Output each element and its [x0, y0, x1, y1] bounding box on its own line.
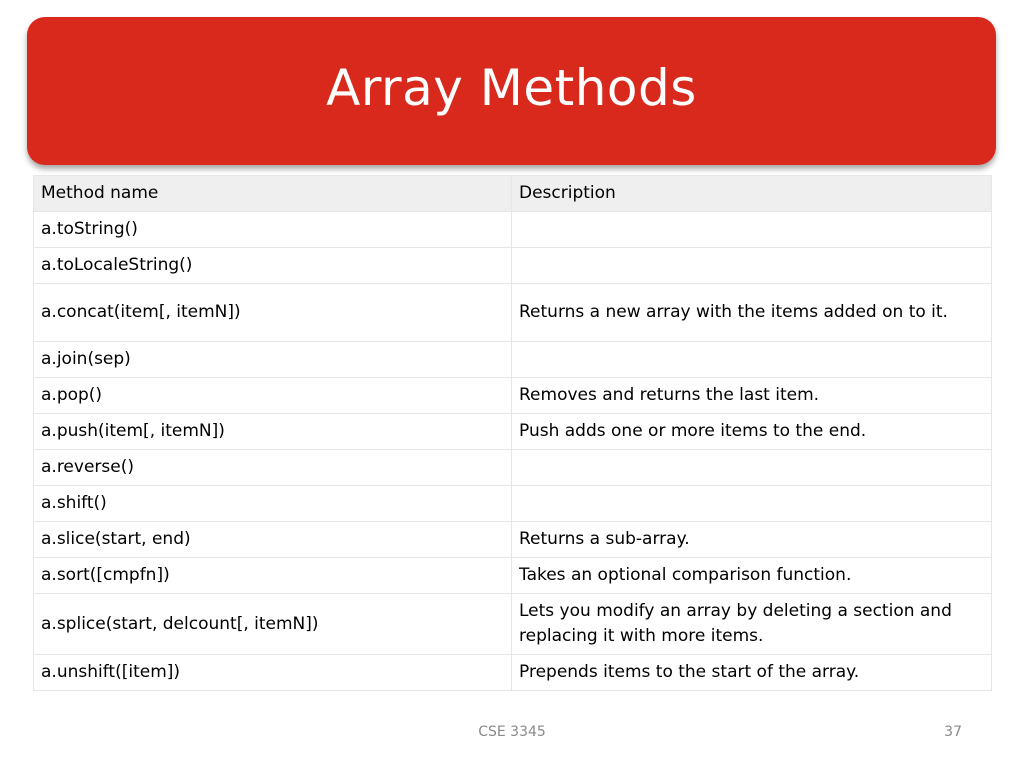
method-cell: a.sort([cmpfn])	[34, 558, 512, 594]
method-cell: a.toString()	[34, 212, 512, 248]
method-cell: a.reverse()	[34, 450, 512, 486]
table-row	[34, 450, 992, 486]
description-cell: Prepends items to the start of the array.	[512, 655, 992, 691]
array-methods-table	[33, 175, 992, 691]
header-description: Description	[512, 176, 992, 212]
table-row	[34, 212, 992, 248]
table-row	[34, 522, 992, 558]
method-cell: a.push(item[, itemN])	[34, 414, 512, 450]
description-cell: Returns a sub-array.	[512, 522, 992, 558]
description-cell: Removes and returns the last item.	[512, 378, 992, 414]
page-number: 37	[944, 724, 962, 740]
table-row	[34, 486, 992, 522]
description-cell	[512, 486, 992, 522]
method-cell: a.toLocaleString()	[34, 248, 512, 284]
slide-title: Array Methods	[326, 59, 697, 117]
description-cell: Returns a new array with the items added on to it.	[512, 284, 992, 342]
table-row	[34, 378, 992, 414]
method-cell: a.pop()	[34, 378, 512, 414]
table-row	[34, 558, 992, 594]
description-cell	[512, 450, 992, 486]
table-row	[34, 594, 992, 655]
description-cell	[512, 342, 992, 378]
method-cell: a.shift()	[34, 486, 512, 522]
table-row	[34, 342, 992, 378]
description-cell: Takes an optional comparison function.	[512, 558, 992, 594]
description-cell: Lets you modify an array by deleting a section and replacing it with more items.	[512, 594, 992, 655]
description-cell	[512, 248, 992, 284]
header-method-name: Method name	[34, 176, 512, 212]
method-cell: a.join(sep)	[34, 342, 512, 378]
method-cell: a.slice(start, end)	[34, 522, 512, 558]
table-row	[34, 284, 992, 342]
table-header-row	[34, 176, 992, 212]
method-cell: a.concat(item[, itemN])	[34, 284, 512, 342]
table-row	[34, 655, 992, 691]
method-cell: a.unshift([item])	[34, 655, 512, 691]
method-cell: a.splice(start, delcount[, itemN])	[34, 594, 512, 655]
title-banner	[27, 17, 996, 165]
description-cell	[512, 212, 992, 248]
description-cell: Push adds one or more items to the end.	[512, 414, 992, 450]
table-row	[34, 414, 992, 450]
table-row	[34, 248, 992, 284]
footer-course-label: CSE 3345	[478, 724, 546, 740]
